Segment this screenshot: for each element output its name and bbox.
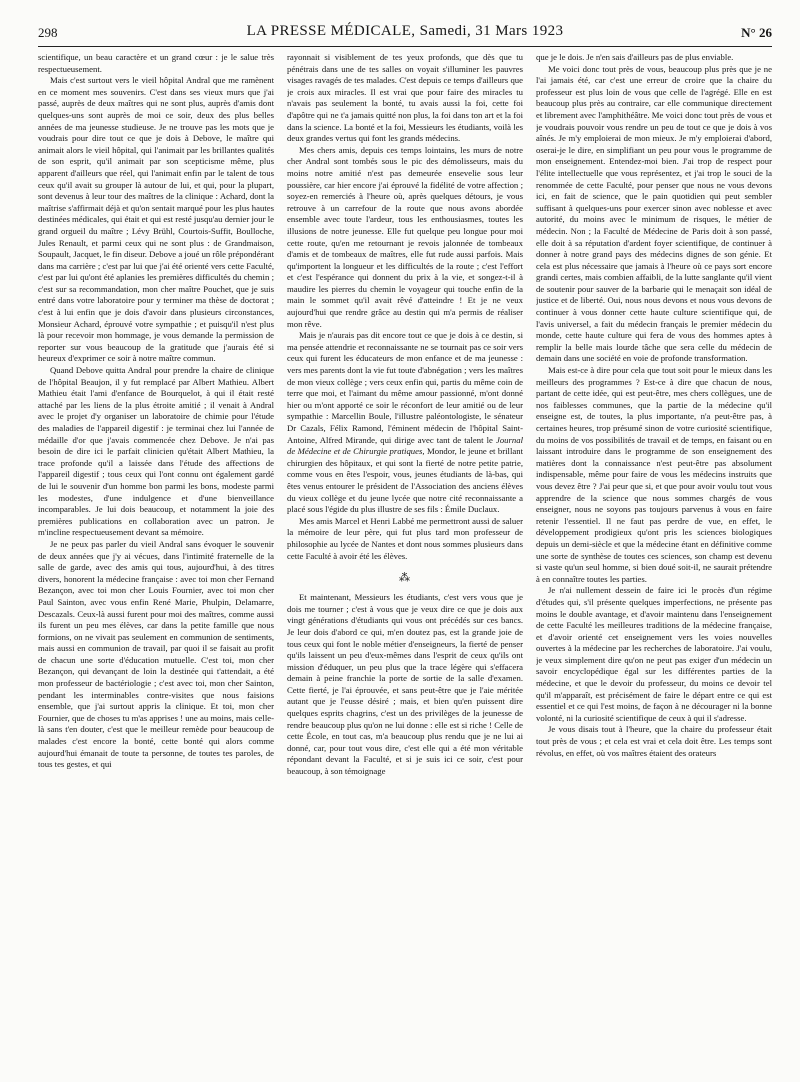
page-number: 298 <box>38 25 58 40</box>
paragraph: Je n'ai nullement dessein de faire ici le procès d'un régime d'études qui, s'il présente quelques imperfections, ne présente pas moins le double avantage, et d'avoir maintenu dans l'enseignement de cette Faculté les meilleures traditions de la médecine française, et d'avoir orienté cet enseignement vers les voies nouvelles ouvertes à la médecine par les recherches de laboratoire. J'ai voulu, je veux simplement dire qu'on ne peut pas exiger d'un médecin un savoir encyclopédique égal sur les différentes parties de la médecine, et que le devoir du professeur, du moins ce devoir tel qu'il m'apparaît, est précisément de faire le départ entre ce qui est essentiel et ce qui l'est moins, de façon à ne décourager ni la bonne volonté, ni la curiosité scientifique de ceux à qui il s'adresse. <box>536 585 772 723</box>
header-rule <box>38 46 772 47</box>
paragraph: Et maintenant, Messieurs les étudiants, c'est vers vous que je dois me tourner ; c'est à vous que je veux dire ce que je dois aux vingt générations d'étudiants qui vous ont précédés sur ces bancs. Je leur dois d'abord ce qui, m'en doutez pas, est la grande joie de tous ceux qui font le noble métier d'enseigneurs, la fierté de penser qu'ils laissent un peu d'eux-mêmes dans l'esprit de ceux qu'ils ont mission d'éduquer, un peu plus que la trace légère qui s'effacera demain à peine franchie la porte de sortie de la salle d'examen. Cette fierté, je l'ai éprouvée, et sans peut-être que je l'aie méritée autant que je l'eusse désiré ; mais, et bien qu'en puissent dire quelques esprits chagrins, c'est un des privilèges de la jeunesse de rendre beaucoup plus qu'on ne lui donne : elle est si riche ! Celle de cette École, en tout cas, m'a beaucoup plus rendu que je ne lui ai donné, car, pour tout vous dire, c'est elle qui a été mon véritable répondant devant la Faculté, et si je suis ici ce soir, c'est pour beaucoup, à son témoignage <box>287 592 523 777</box>
paragraph: Mais c'est surtout vers le vieil hôpital Andral que me ramènent en ce moment mes souvenirs. C'est dans ses vieux murs que j'ai passé, auprès de deux maîtres qui ne sont plus, auprès d'amis dont quelques-uns sont auprès de moi ce soir, deux des plus belles années de ma jeunesse studieuse. Je ne trouve pas les mots que je voudrais pour dire tout ce que je dois à Debove, le maître qui animait alors le vieil hôpital, qui l'animait par les brillantes qualités de son esprit, qu'il animait par son scepticisme même, plus apparent d'ailleurs que réel, qui l'animait enfin par le talent de tous ceux qu'il avait su grouper là autour de lui, et qui, pour la plupart, sont devenus à leur tour des maîtres de la clinique : Achard, dont la maîtrise s'affirmait déjà et qu'on sentait marqué pour les plus hautes destinées médicales, qui était et qui est resté jusqu'au dernier jour le grand orgueil du maître ; Lévy Brühl, Courtois-Suffit, Boulloche, Jules Renault, et parmi ceux qui ne sont plus : de Grandmaison, Soupault, Jacquet, le fin diseur. Debove a joué un rôle prépondérant dans ma carrière ; c'est par lui que j'ai été orienté vers cette Faculté, c'est par lui qu'ont été aplanies les premières difficultés du chemin ; c'est sur sa recommandation, mon cher maître Pouchet, que je suis entré dans votre laboratoire pour y terminer ma thèse de doctorat ; c'est à lui enfin que je dois d'avoir dans plusieurs circonstances, Monsieur Achard, éprouvé votre sympathie ; et puisqu'il n'est plus là pour recevoir mon hommage, je vous demande la permission de reporter sur vous beaucoup de la gratitude que j'aurais été si heureux d'exprimer ce soir à notre maître commun. <box>38 75 274 364</box>
paragraph: Je ne peux pas parler du vieil Andral sans évoquer le souvenir de deux années que j'y ai vécues, dans l'intimité fraternelle de la salle de garde, avec des amis qui tous, aujourd'hui, à des titres divers, honorent la médecine française : avec toi mon cher Fernand Bezançon, avec toi mon cher Louis Fournier, avec toi mon cher Paul Sainton, avec vous enfin René Marie, Phulpin, Delamarre, Descazals. Ceux-là aussi furent pour moi des maîtres, comme aussi ils furent un peu mes élèves, car dans la petite famille que nous formions, on ne vivait pas seulement en communion de sentiments, mais aussi en communion de travail, par quoi il se faisait au profit de chacun une sorte d'éducation mutuelle. C'est toi, mon cher Bezançon, qui devançant de loin la destinée qui t'attendait, a été mon professeur de bactériologie ; c'est avec toi, mon cher Sainton, pendant les interminables contre-visites que nous faisions ensemble, que j'ai surtout appris la clinique. Et toi, mon cher Fournier, que de choses tu m'as apprises ! une au moins, mais celle-là sans t'en douter, c'est que le meilleur remède pour beaucoup de malades c'est encore la bonté, cette bonté qui alors comme aujourd'hui émanait de toute ta personne, de toutes tes paroles, de tous tes gestes, et qui <box>38 538 274 770</box>
issue-number: N° 26 <box>741 25 772 40</box>
paragraph-text: Mais je n'aurais pas dit encore tout ce que je dois à ce destin, si ma pensée attendrie et reconnaissante ne se tournait pas ce soir vers ceux qui furent les éducateurs de mon enfance et de ma jeunesse : vers mes parents dont la vie fut toute d'abnégation ; vers les maîtres de mon vieux collège ; vers ceux enfin qui, partis du même coin de terre que moi, et l'aimant du même amour passionné, m'ont donné hier ou m'ont apporté ce soir le réconfort de leur amitié ou de leur sympathie : Marcellin Boule, l'illustre paléontologiste, le sénateur Dr Cazals, Félix Ramond, l'éminent médecin de l'hôpital Saint-Antoine, Alfred Mirande, qui dirige avec tant de talent le <box>287 330 523 445</box>
journal-title: LA PRESSE MÉDICALE, Samedi, 31 Mars 1923 <box>246 23 564 39</box>
paragraph: scientifique, un beau caractère et un grand cœur : je le salue très respectueusement. <box>38 52 274 74</box>
paragraph-text: , Mondor, le jeune et brillant chirurgien des hôpitaux, et qui sont la fierté de notre petite patrie, comme vous en êtes l'espoir, vous, jeunes étudiants de là-bas, qui êtes venus entourer le président de l'Association des anciens élèves du vieux collège et du jeune lycée que notre cité reconnaissante a placé sous l'égide du plus illustre de ses fils : Émile Duclaux. <box>287 446 523 515</box>
paragraph: Mes chers amis, depuis ces temps lointains, les murs de notre cher Andral sont tombés sous le pic des démolisseurs, mais du moins notre amitié n'est pas demeurée ensevelie sous leur poussière, car hier encore j'ai éprouvé la fidélité de votre affection ; soyez-en remerciés à l'heure où, après quelques détours, je vous retrouve à un carrefour de la route que nous avons abordée ensemble avec toute l'ardeur, tous les enthousiasmes, toutes les illusions de notre jeunesse. Elle fut quelque peu longue pour moi cette route, qu'en me retournant je revois jalonnée de tombeaux d'amis et de tombeaux de maîtres, elle fut rude aussi parfois. Mais qu'importent la longueur et les difficultés de la route ; c'est l'effort et c'est l'espérance qui donnent du prix à la vie, et songez-t-il à maudire les pierres du chemin le voyageur qui touche enfin de la main le sommet qu'il avait rêvé d'atteindre ! Et je ne veux aujourd'hui que rendre grâce au destin qui m'a permis de réaliser mon rêve. <box>287 144 523 329</box>
text-column-1 <box>38 52 274 1072</box>
journal-citation: Journal de Médecine et de Chirurgie pratiques <box>287 434 523 457</box>
paragraph: Quand Debove quitta Andral pour prendre la chaire de clinique de l'hôpital Beaujon, il y fut remplacé par Albert Mathieu. Albert Mathieu était l'ami d'enfance de Bourquelot, à qui il était resté attaché par les liens de la plus étroite amitié ; il venait à Andral avec le projet d'y organiser un laboratoire de chimie pour l'étude des maladies de l'appareil digestif : je terminai chez lui l'année de médaille d'or que j'avais commencée chez Debove. Je n'ai pas besoin de dire ici le parfait clinicien qu'était Albert Mathieu, la trace profonde qu'il a laissée dans l'étude des affections de l'appareil digestif ; tous ceux qui l'ont connu ont également gardé de lui le souvenir d'un homme bon parmi les bons, modeste parmi les modestes, d'une indulgence et d'une bienveillance incomparables. Je lui dois beaucoup, et notamment la joie des premières publications en collaboration avec un patron. Je m'incline respectueusement devant sa mémoire. <box>38 365 274 538</box>
paragraph: Mes amis Marcel et Henri Labbé me permettront aussi de saluer la mémoire de leur père, qui fut plus tard mon professeur de philosophie au lycée de Nantes et dont nous sommes plusieurs dans cette Faculté à avoir été les élèves. <box>287 515 523 561</box>
paragraph: Mais est-ce à dire pour cela que tout soit pour le mieux dans les meilleurs des programmes ? Est-ce à dire que chacun de nous, partant de cette idée, qui est peut-être, mes chers collègues, une de nos faiblesses communes, que la partie de la médecine qu'il enseigne est, de toutes, la plus importante, n'a peut-être pas, à certaines heures, trop présumé sinon de votre curiosité scientifique, du moins de vos possibilités de travail et de temps, en faisant ou en laissant introduire dans le programme de son enseignement des matières dont la connaissance n'est peut-être pas absolument indispensable, même pour faire de vous les médecins instruits que vous devez être ? J'ai peur que si, et que pour avoir voulu tout vous apprendre de la science que nous sommes chargés de vous enseigner, nous ne soyons pas toujours parvenus à vous en faire retenir l'essentiel. Il ne faut pas perdre de vue, en effet, le développement prodigieux qu'ont pris les sciences biologiques depuis un demi-siècle et que la médecine étant en définitive comme une sorte de synthèse de toutes ces sciences, son champ est devenu si vaste qu'un seul homme, si bien doué soit-il, ne saurait prétendre à en connaître toutes les parties. <box>536 365 772 584</box>
paragraph-with-citation <box>287 330 523 516</box>
text-column-3 <box>536 52 772 1072</box>
page-header <box>38 22 772 44</box>
paragraph: rayonnait si visiblement de tes yeux profonds, que dès que tu pénétrais dans une de tes salles on voyait s'illuminer les pauvres visages ravagés de tes malades. C'est depuis ce temps d'ailleurs que je crois aux miracles. Il est vrai que pour faire des miracles tu n'avais pas seulement la bonté, tu avais aussi la foi, cette foi d'apôtre qui ne t'a jamais quitté non plus, la foi dans ton art et la foi dans la science. La bonté et la foi, Messieurs les étudiants, voilà les deux grandes vertus qui font les grands médecins. <box>287 52 523 144</box>
section-separator: ⁂ <box>399 572 411 585</box>
article-body <box>38 52 772 1072</box>
text-column-2 <box>287 52 523 1072</box>
paragraph: Me voici donc tout près de vous, beaucoup plus près que je ne l'ai jamais été, car c'est une erreur de croire que la chaire du professeur est plus loin de vous que celle de l'agrégé. Elle en est beaucoup plus près au contraire, car elle communique directement et librement avec l'amphithéâtre. Me voici donc tout près de vous et je voudrais pouvoir vous rendre un peu de tout ce que je dois à vos aînés. Je m'y emploierai de mon mieux. Je m'y emploierai d'abord, oserai-je le dire, en simplifiant un peu pour vous le programme de mon enseignement. Entendez-moi bien. J'ai trop de respect pour l'élite intellectuelle que vous représentez, et j'ai trop le souci de la renommée de cette Faculté, pour penser que nous ne vous devons ici, en fait de science, que le pain quotidien qui peut sembler suffisant à quelques-uns pour exercer sinon avec noblesse et avec autorité, du moins avec le minimum de risques, le métier de médecin. Non ; la Faculté de Médecine de Paris doit à son passé, elle doit à sa réputation d'ardent foyer scientifique, de continuer à donner à notre grand pays des médecins dignes de son génie. Et cela est plus nécessaire que jamais à l'heure où ce pays sort encore grandi certes, mais combien affaibli, de la lutte sanglante qu'il vient de soutenir pour sauver de la barbarie qui le menaçait son idéal de justice et de liberté. Oui, nous nous devons et nous vous devons de continuer à vous donner cette haute culture scientifique qui, de l'avis universel, a fait du médecin français le premier médecin du monde, cette haute culture qui fera de vous des hommes aptes à remplir la belle mais lourde tâche que sera celle du médecin de demain dans une société en voie de profonde transformation. <box>536 63 772 364</box>
paragraph: que je le dois. Je n'en sais d'ailleurs pas de plus enviable. <box>536 52 734 62</box>
paragraph: Je vous disais tout à l'heure, que la chaire du professeur était tout près de vous ; et cela est vrai et cela doit être. Les temps sont révolus, en effet, où vos maîtres étaient des orateurs <box>536 724 772 758</box>
